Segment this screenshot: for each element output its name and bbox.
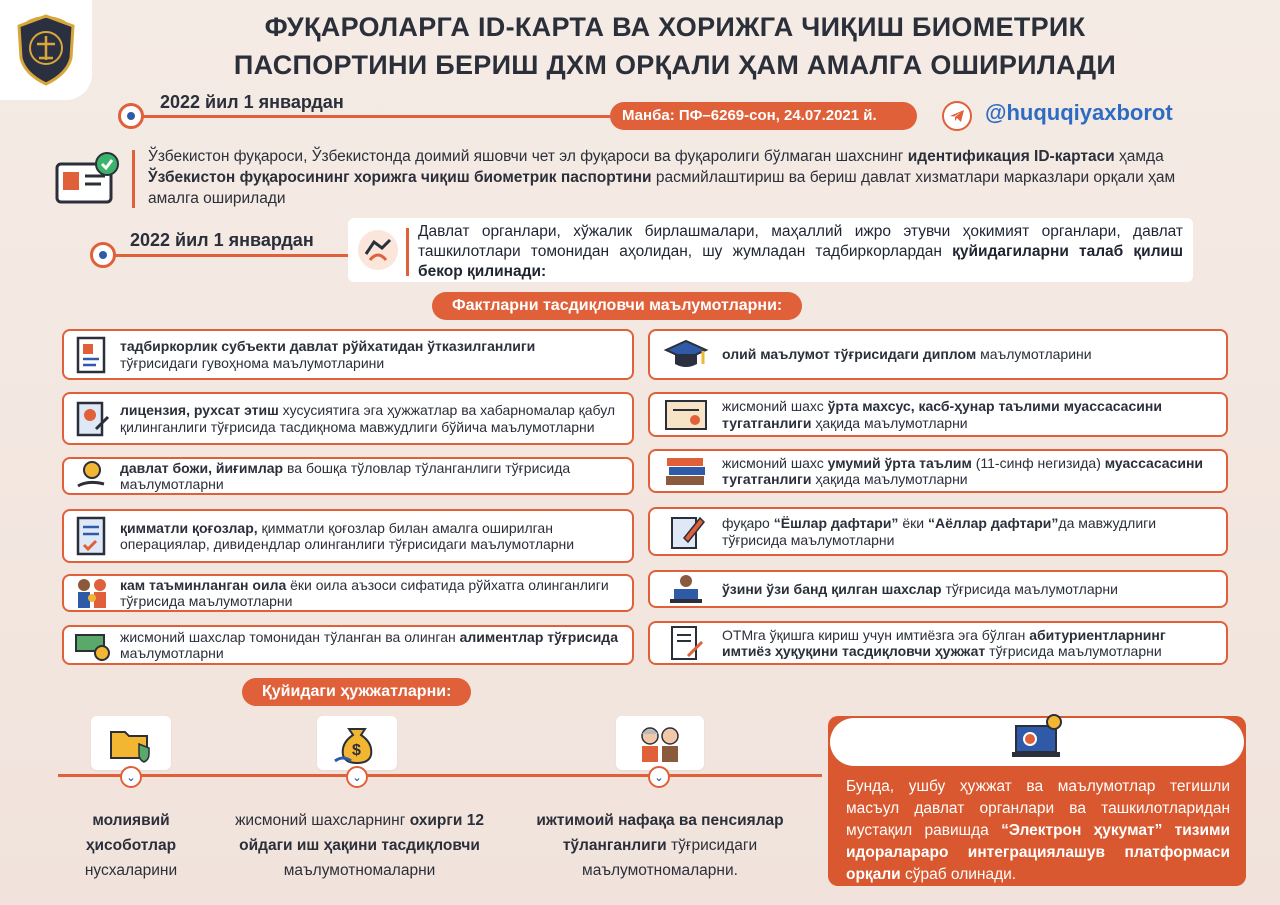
emblem-icon — [15, 14, 77, 86]
intro-divider — [132, 150, 135, 208]
doc-text-2 — [212, 808, 507, 883]
fact-item-left-4 — [62, 509, 634, 563]
fact-right-6-bold: абитуриентларнинг имтиёз ҳуқуқини тасдиқловчи ҳужжат — [722, 626, 1166, 659]
doc-text-1 — [56, 808, 206, 883]
payment-hand-icon — [64, 460, 120, 492]
certificate-icon — [650, 398, 722, 432]
telegram-icon[interactable] — [942, 101, 972, 131]
fact-right-6-pre: ОТМга ўқишга кириш учун имтиёзга эга бўлган — [722, 626, 1030, 643]
intro-text-1: Ўзбекистон фуқароси, Ўзбекистонда доимий яшовчи чет эл фуқароси ва фуқаролиги бўлмаган шахснинг — [148, 148, 908, 165]
fact-right-1-text: маълумотларини — [976, 346, 1092, 363]
securities-icon — [64, 515, 120, 557]
timeline-line-2 — [112, 254, 350, 257]
fact-left-5-bold: кам таъминланган оила — [120, 576, 287, 593]
fact-item-left-5 — [62, 574, 634, 612]
info-bold: “Электрон ҳукумат” тизими идоралараро интеграциялашув платформаси орқали — [846, 822, 1230, 883]
doc-3-bold: ижтимоий нафақа ва пенсиялар тўланганлиги — [536, 812, 784, 854]
fact-item-left-6 — [62, 625, 634, 665]
fact-left-5-text: ёки оила аъзоси сифатида рўйхатга олинганлиги тўғрисида маълумотларни — [120, 576, 609, 609]
fact-right-4-text-2: да мавжудлиги тўғрисида маълумотларни — [722, 515, 1157, 548]
docs-title: Қуйидаги ҳужжатларни: — [242, 678, 471, 706]
date-label-1: 2022 йил 1 январдан — [160, 92, 344, 112]
requirement-bold: қуйидагиларни талаб қилиш бекор қилинади: — [418, 243, 1183, 280]
timeline-line-1 — [140, 115, 610, 118]
fact-right-1-bold: олий маълумот тўғрисидаги диплом — [722, 346, 977, 363]
source-text: Манба: ПФ–6269-сон, 24.07.2021 й. — [622, 107, 877, 124]
folder-shield-icon — [107, 722, 155, 764]
fact-left-2-text: хусусиятига эга ҳужжатлар ва хабарномалар қабул қилинганлиги тўғрисида тасдиқнома мавжудлиги бўйича маълумотларни — [120, 402, 616, 435]
title-line-1: ФУҚАРОЛАРГА ID-КАРТА ВА ХОРИЖГА ЧИҚИШ БИОМЕТРИК — [264, 12, 1086, 42]
license-icon — [64, 399, 120, 439]
id-card-icon — [55, 152, 121, 209]
fact-left-3-text: ва бошқа тўловлар тўланганлиги тўғрисида маълумотларни — [120, 459, 571, 492]
requirement-text — [418, 222, 1183, 282]
intro-text-2: ҳамда — [1114, 148, 1164, 165]
title-line-2: ПАСПОРТИНИ БЕРИШ ДХМ ОРҚАЛИ ҲАМ АМАЛГА ОШИРИЛАДИ — [233, 50, 1117, 80]
fact-right-4-bold: “Ёшлар дафтари” — [773, 515, 899, 531]
fact-left-6-pre: жисмоний шахслар томонидан тўланган ва олинган — [120, 628, 460, 645]
elderly-couple-icon — [634, 722, 686, 764]
doc-card-1 — [91, 716, 171, 770]
books-icon — [650, 454, 722, 488]
fact-right-3-pre: жисмоний шахс — [722, 454, 828, 471]
doc-2-pre: жисмоний шахсларнинг — [235, 812, 410, 829]
fact-right-4-bold-2: “Аёллар дафтари” — [927, 515, 1059, 531]
fact-right-2-pre: жисмоний шахс — [722, 398, 828, 414]
doc-card-2 — [317, 716, 397, 770]
laptop-gear-icon — [1010, 712, 1066, 769]
fact-item-left-2 — [62, 392, 634, 445]
doc-2-bold: охирги 12 ойдаги иш ҳақини тасдиқловчи — [239, 812, 484, 854]
fact-left-1-bold: тадбиркорлик субъекти давлат рўйхатидан ўтказилганлиги — [120, 338, 536, 354]
doc-2-text: маълумотномаларни — [283, 862, 436, 879]
doc-3-pre: тўғрисидаги — [666, 837, 758, 854]
telegram-handle[interactable]: @huquqiyaxborot — [985, 100, 1173, 125]
fact-item-right-5 — [648, 570, 1228, 608]
facts-title: Фактларни тасдиқловчи маълумотларни: — [432, 292, 802, 320]
fact-right-2-bold: ўрта махсус, касб-ҳунар таълими муассасасини тугатганлиги — [722, 398, 1162, 431]
requirement-divider — [406, 228, 409, 276]
family-icon — [64, 576, 120, 610]
fact-right-3-bold: умумий ўрта таълим — [827, 454, 972, 471]
fact-item-left-3 — [62, 457, 634, 495]
doc-card-3 — [616, 716, 704, 770]
source-badge — [610, 102, 917, 130]
intro-bold-2: Ўзбекистон фуқаросининг хорижга чиқиш биометрик паспортини — [148, 169, 652, 186]
hands-icon — [356, 228, 400, 277]
logo — [0, 0, 92, 100]
fact-item-left-1 — [62, 329, 634, 380]
info-text-2: сўраб олинади. — [900, 866, 1017, 883]
fact-left-1-text: тўғрисидаги гувоҳнома маълумотларини — [120, 354, 385, 371]
page-title — [130, 8, 1220, 84]
applicant-doc-icon — [650, 624, 722, 662]
fact-left-3-bold: давлат божи, йиғимлар — [120, 459, 284, 476]
doc-1-bold: молиявий ҳисоботлар — [85, 812, 177, 854]
fact-right-3-text: (11-синф негизида) — [971, 454, 1105, 471]
doc-dot-1: ⌄ — [120, 766, 142, 788]
docs-timeline — [58, 774, 822, 777]
timeline-dot-2 — [90, 242, 116, 268]
fact-right-5-bold: ўзини ўзи банд қилган шахслар — [722, 580, 942, 597]
intro-text-3: расмийлаштириш ва бериш давлат хизматлари марказлари орқали ҳам амалга оширилади — [148, 169, 1176, 207]
fact-right-2-text: ҳақида маълумотларни — [811, 414, 968, 431]
money-bag-icon — [333, 721, 381, 765]
intro-bold-1: идентификация ID-картаси — [907, 148, 1115, 165]
fact-item-right-3 — [648, 449, 1228, 493]
notebook-icon — [650, 512, 722, 552]
fact-item-right-1 — [648, 329, 1228, 380]
timeline-dot-1 — [118, 103, 144, 129]
doc-1-text: нусхаларини — [84, 862, 178, 879]
self-employed-icon — [650, 573, 722, 605]
info-text-1: Бунда, ушбу ҳужжат ва маълумотлар тегишли масъул давлат органлари ва ташкилотларидан мустақил равишда — [846, 778, 1230, 839]
requirement-text-1: Давлат органлари, хўжалик бирлашмалари, маҳаллий ижро этувчи ҳокимият органлари, давлат ташкилотлари томонидан аҳолидан, шу жумладан тадбиркорлардан — [418, 223, 1183, 260]
money-icon — [64, 629, 120, 661]
date-label-2: 2022 йил 1 январдан — [130, 230, 314, 250]
fact-right-5-text: тўғрисида маълумотларни — [941, 580, 1118, 597]
fact-right-3-bold-2: муассасасини тугатганлиги — [722, 454, 1204, 487]
intro-paragraph — [148, 146, 1218, 209]
fact-left-4-text: қимматли қоғозлар билан амалга оширилган операциялар, дивидендлар олинганлиги тўғрисидаги маълумотларни — [120, 519, 575, 552]
fact-left-6-bold: алиментлар тўғрисида — [459, 628, 618, 645]
fact-right-3-text-2: ҳақида маълумотларни — [811, 471, 968, 487]
fact-item-right-2 — [648, 392, 1228, 437]
fact-right-4-pre: фуқаро — [722, 515, 774, 531]
doc-text-3 — [520, 808, 800, 883]
fact-left-4-bold: қимматли қоғозлар, — [120, 519, 258, 536]
fact-right-4-text: ёки — [898, 515, 928, 531]
doc-dot-2: ⌄ — [346, 766, 368, 788]
registration-doc-icon — [64, 335, 120, 375]
fact-right-6-text: тўғрисида маълумотларни — [985, 643, 1162, 659]
doc-dot-3: ⌄ — [648, 766, 670, 788]
svg-text:$: $ — [352, 742, 361, 759]
doc-3-text: маълумотномаларни. — [582, 862, 738, 879]
fact-left-6-text: маълумотларни — [120, 645, 224, 661]
fact-item-right-6 — [648, 621, 1228, 665]
graduation-cap-icon — [650, 338, 722, 372]
fact-left-2-bold: лицензия, рухсат этиш — [120, 402, 279, 418]
fact-item-right-4 — [648, 507, 1228, 556]
info-text — [846, 776, 1230, 886]
